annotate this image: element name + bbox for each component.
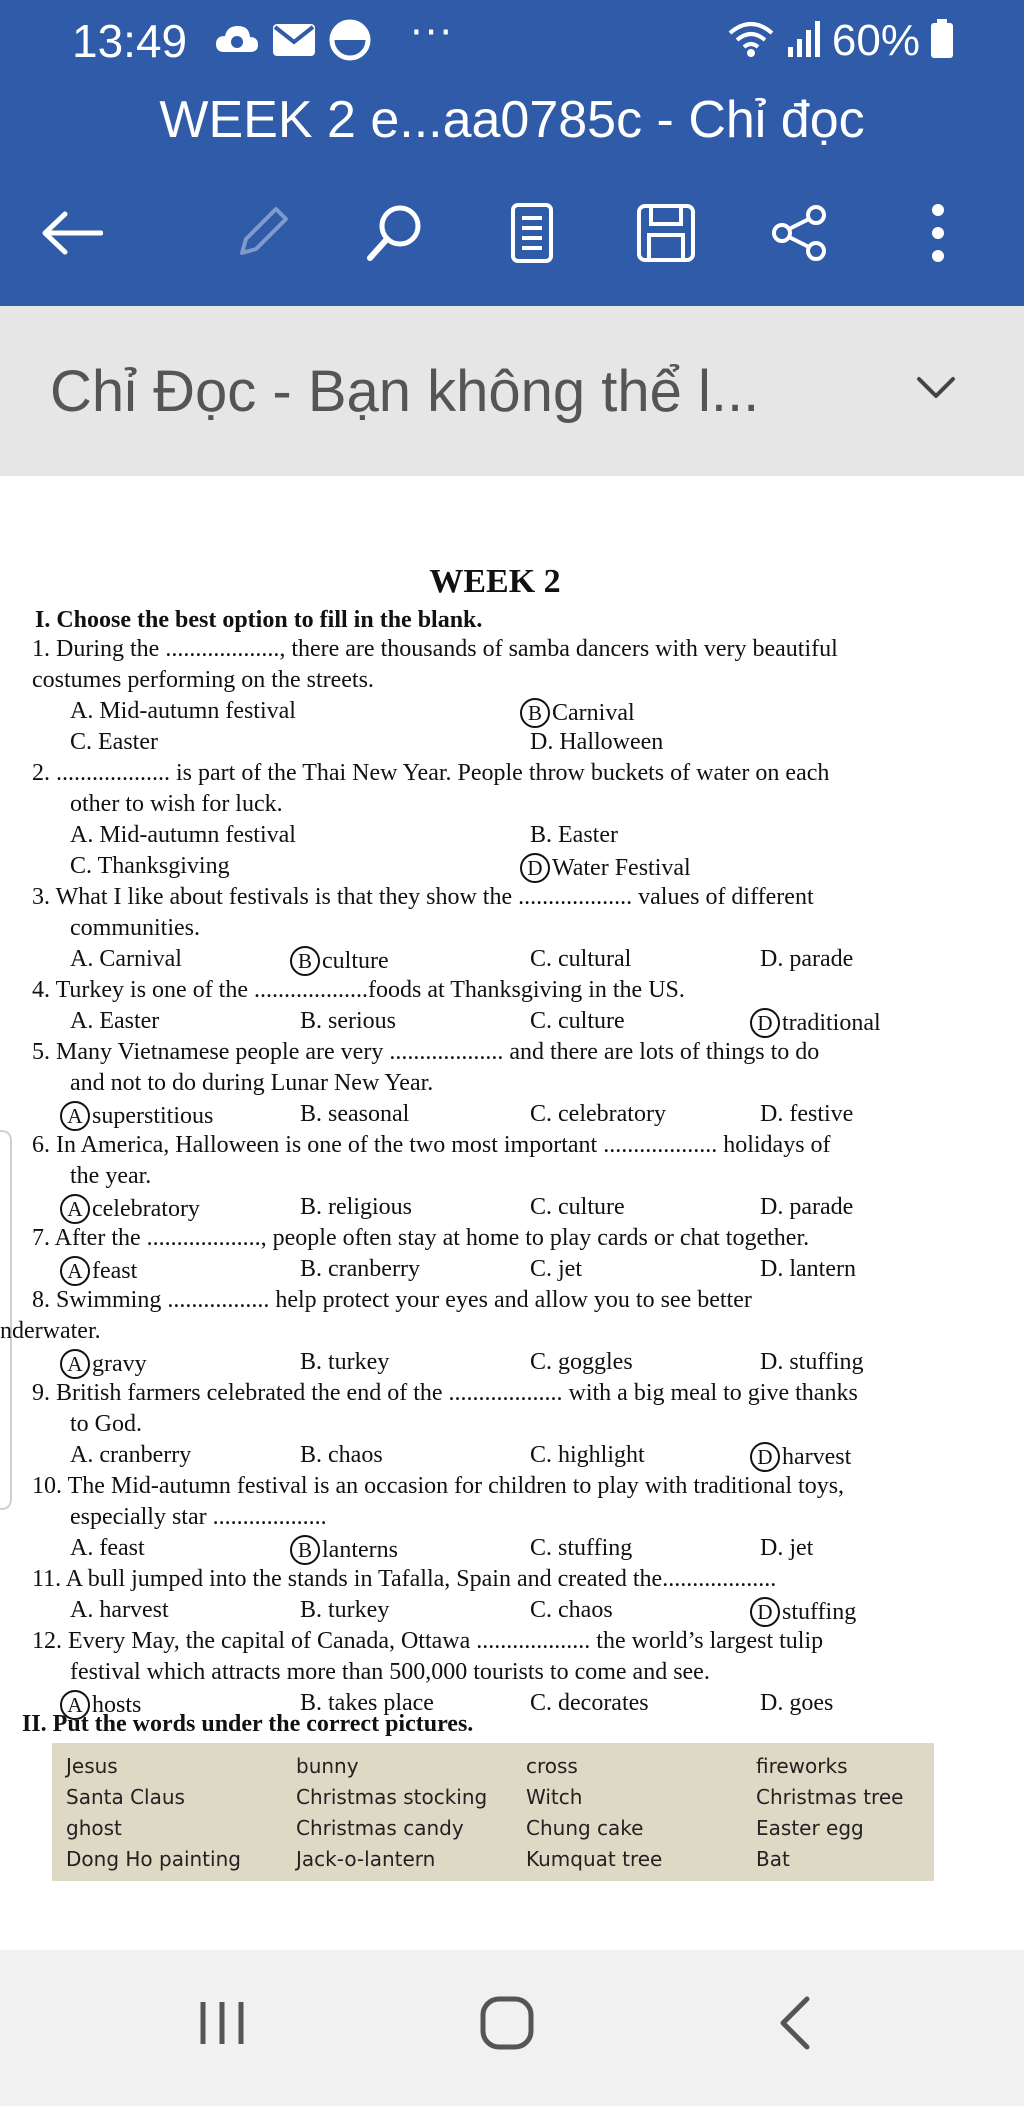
circled-answer-mark: A [60,1101,90,1131]
word-box-item: Christmas candy [296,1816,464,1840]
option-text: D. stuffing [760,1349,864,1375]
option-text: A. cranberry [70,1442,192,1468]
status-time: 13:49 [72,15,188,67]
word-box-item: bunny [296,1754,359,1778]
question-1-line-1: 1. During the ..................., there are thousands of samba dancers with very beautiful [32,636,838,662]
back-arrow-icon [41,211,103,259]
option-text: Carnival [552,700,635,726]
section-2-title: II. Put the words under the correct pictures. [22,1711,474,1737]
save-icon [636,203,696,267]
option-text: culture [322,948,389,974]
question-2-line-1: 2. ................... is part of the Thai New Year. People throw buckets of water on each [32,760,830,786]
option-text: C. celebratory [530,1101,666,1127]
question-8-option-c [530,1349,633,1376]
question-7-option-a [60,1256,137,1286]
question-9-line-1: 9. British farmers celebrated the end of the ................... with a big meal to give thanks [32,1380,858,1406]
option-text: harvest [782,1444,852,1470]
battery-level: 60% [831,16,920,65]
option-text: A. feast [70,1535,145,1561]
question-4-option-d [750,1008,881,1038]
question-4-line-1: 4. Turkey is one of the ...................foods at Thanksgiving in the US. [32,977,685,1003]
question-7-option-d [760,1256,856,1283]
question-11-option-a [70,1597,169,1624]
option-text: B. chaos [300,1442,383,1468]
circled-answer-mark: B [290,946,320,976]
question-8-option-a [60,1349,147,1379]
option-text: B. seasonal [300,1101,410,1127]
option-text: C. cultural [530,946,632,972]
navigation-bar [0,1950,1024,2106]
chevron-down-icon[interactable] [915,375,957,405]
question-11-line-1: 11. A bull jumped into the stands in Tafalla, Spain and created the................... [32,1566,777,1592]
question-4-option-b [300,1008,396,1035]
word-box-item: Dong Ho painting [66,1847,241,1871]
word-box-item: ghost [66,1816,122,1840]
word-box-item: Bat [756,1847,790,1871]
question-8-line-2: nderwater. [0,1318,101,1344]
question-4-option-c [530,1008,625,1035]
question-3-option-c [530,946,631,973]
option-text: C. Thanksgiving [70,853,230,879]
question-5-option-c [530,1101,666,1128]
option-text: A. Carnival [70,946,182,972]
word-box-item: Kumquat tree [526,1847,663,1871]
question-6-option-a [60,1194,200,1224]
option-text: B. turkey [300,1349,390,1375]
option-text: D. lantern [760,1256,856,1282]
question-6-option-d [760,1194,853,1221]
option-text: D. Halloween [530,729,664,755]
question-3-option-a [70,946,182,973]
question-2-option-d [520,853,691,883]
option-text: B. religious [300,1194,412,1220]
option-text: C. decorates [530,1690,649,1716]
more-options-button[interactable] [898,200,978,270]
word-box-item: Santa Claus [66,1785,185,1809]
option-text: B. takes place [300,1690,434,1716]
question-10-option-b [290,1535,398,1565]
word-box-item: Easter egg [756,1816,864,1840]
question-9-option-b [300,1442,383,1469]
question-7-line-1: 7. After the ..................., people often stay at home to play cards or chat together. [32,1225,810,1251]
question-8-line-1: 8. Swimming ................. help protect your eyes and allow you to see better [32,1287,752,1313]
option-text: Water Festival [552,855,691,881]
option-text: superstitious [92,1103,214,1129]
option-text: D. parade [760,1194,854,1220]
option-text: C. Easter [70,729,158,755]
option-text: stuffing [782,1599,857,1625]
circled-answer-mark: D [750,1442,780,1472]
section-1-title: I. Choose the best option to fill in the blank. [35,607,483,633]
question-3-option-d [760,946,853,973]
question-4-option-a [70,1008,159,1035]
option-text: gravy [92,1351,147,1377]
question-5-option-a [60,1101,213,1131]
question-5-line-1: 5. Many Vietnamese people are very ................... and there are lots of things to do [32,1039,820,1065]
question-10-option-a [70,1535,145,1562]
cloud-sync-icon [214,22,260,58]
question-9-option-d [750,1442,851,1472]
search-button[interactable] [355,200,435,270]
option-text: C. jet [530,1256,582,1282]
word-box-item: Jack-o-lantern [296,1847,436,1871]
option-text: B. turkey [300,1597,390,1623]
question-12-option-c [530,1690,649,1717]
question-3-line-2: communities. [70,915,200,941]
circled-answer-mark: D [750,1008,780,1038]
app-notification-icon [328,18,372,62]
option-text: A. Easter [70,1008,160,1034]
battery-icon [930,19,954,63]
status-right [726,16,954,66]
option-text: D. parade [760,946,854,972]
question-6-line-2: the year. [70,1163,152,1189]
mail-icon [272,23,316,57]
question-6-option-b [300,1194,412,1221]
question-12-line-2: festival which attracts more than 500,000 tourists to come and see. [70,1659,710,1685]
question-7-option-c [530,1256,582,1283]
question-10-option-c [530,1535,632,1562]
option-text: C. goggles [530,1349,633,1375]
option-text: D. jet [760,1535,814,1561]
option-text: C. highlight [530,1442,645,1468]
edit-button[interactable] [222,200,302,270]
status-bar [0,0,1024,86]
home-icon [479,1995,535,2055]
search-icon [364,202,426,268]
word-box-item: Chung cake [526,1816,644,1840]
document-heading: WEEK 2 [429,563,561,600]
circled-answer-mark: D [520,853,550,883]
banner-text: Chỉ Đọc - Bạn không thể l... [50,359,760,424]
document-title: WEEK 2 e...aa0785c - Chỉ đọc [159,91,865,149]
question-1-option-b [520,698,635,728]
question-1-line-2: costumes performing on the streets. [32,667,374,693]
question-2-option-c [70,853,230,880]
circled-answer-mark: B [520,698,550,728]
word-box-item: Witch [526,1785,583,1809]
question-10-line-1: 10. The Mid-autumn festival is an occasion for children to play with traditional toys, [32,1473,845,1499]
question-9-line-2: to God. [70,1411,142,1437]
question-2-option-a [70,822,296,849]
option-text: C. stuffing [530,1535,633,1561]
question-2-line-2: other to wish for luck. [70,791,283,817]
question-10-line-2: especially star ................... [70,1504,327,1530]
app-bar [0,0,1024,306]
reading-view-icon [510,202,554,268]
back-nav-button[interactable] [740,1985,850,2065]
option-text: lanterns [322,1537,398,1563]
question-2-option-b [530,822,618,849]
question-7-option-b [300,1256,420,1283]
question-8-option-b [300,1349,389,1376]
option-text: feast [92,1258,138,1284]
option-text: A. harvest [70,1597,169,1623]
back-button[interactable] [32,200,112,270]
question-12-option-d [760,1690,833,1717]
wifi-icon [726,19,776,63]
word-box-item: fireworks [756,1754,848,1778]
circled-answer-mark: D [750,1597,780,1627]
option-text: A. Mid-autumn festival [70,822,296,848]
more-notifications-icon: ··· [410,10,455,56]
question-5-option-d [760,1101,853,1128]
home-button[interactable] [452,1985,562,2065]
circled-answer-mark: A [60,1256,90,1286]
question-1-option-d [530,729,663,756]
question-3-option-b [290,946,389,976]
option-text: traditional [782,1010,881,1036]
question-11-option-d [750,1597,856,1627]
save-button[interactable] [626,200,706,270]
circled-answer-mark: B [290,1535,320,1565]
question-9-option-a [70,1442,191,1469]
question-11-option-c [530,1597,613,1624]
question-1-option-c [70,729,158,756]
question-10-option-d [760,1535,813,1562]
circled-answer-mark: A [60,1690,90,1720]
back-icon [777,1995,813,2055]
option-text: B. Easter [530,822,618,848]
share-icon [770,203,830,267]
option-text: C. culture [530,1194,625,1220]
pencil-icon [232,203,292,267]
more-icon [928,202,948,268]
word-box [52,1743,934,1881]
question-11-option-b [300,1597,389,1624]
option-text: hosts [92,1692,142,1718]
option-text: B. cranberry [300,1256,420,1282]
recent-apps-icon [197,1998,247,2052]
question-3-line-1: 3. What I like about festivals is that they show the ................... values of different [32,884,814,910]
notification-icons [214,18,372,62]
question-8-option-d [760,1349,864,1376]
option-text: A. Mid-autumn festival [70,698,296,724]
word-box-item: Jesus [66,1754,118,1778]
question-9-option-c [530,1442,645,1469]
question-12-line-1: 12. Every May, the capital of Canada, Ottawa ................... the world’s largest tulip [32,1628,824,1654]
option-text: B. serious [300,1008,396,1034]
circled-answer-mark: A [60,1349,90,1379]
option-text: C. chaos [530,1597,613,1623]
signal-icon [786,19,822,63]
question-1-option-a [70,698,296,725]
option-text: D. festive [760,1101,854,1127]
share-button[interactable] [760,200,840,270]
word-box-item: Christmas tree [756,1785,904,1809]
option-text: D. goes [760,1690,834,1716]
recent-apps-button[interactable] [167,1985,277,2065]
circled-answer-mark: A [60,1194,90,1224]
word-box-item: cross [526,1754,578,1778]
question-6-option-c [530,1194,625,1221]
toolbar [0,190,1024,280]
question-5-line-2: and not to do during Lunar New Year. [70,1070,434,1096]
option-text: C. culture [530,1008,625,1034]
question-5-option-b [300,1101,409,1128]
read-only-banner[interactable] [0,306,1024,476]
option-text: celebratory [92,1196,200,1222]
question-6-line-1: 6. In America, Halloween is one of the two most important ................... holidays of [32,1132,831,1158]
word-box-item: Christmas stocking [296,1785,488,1809]
reading-view-button[interactable] [492,200,572,270]
